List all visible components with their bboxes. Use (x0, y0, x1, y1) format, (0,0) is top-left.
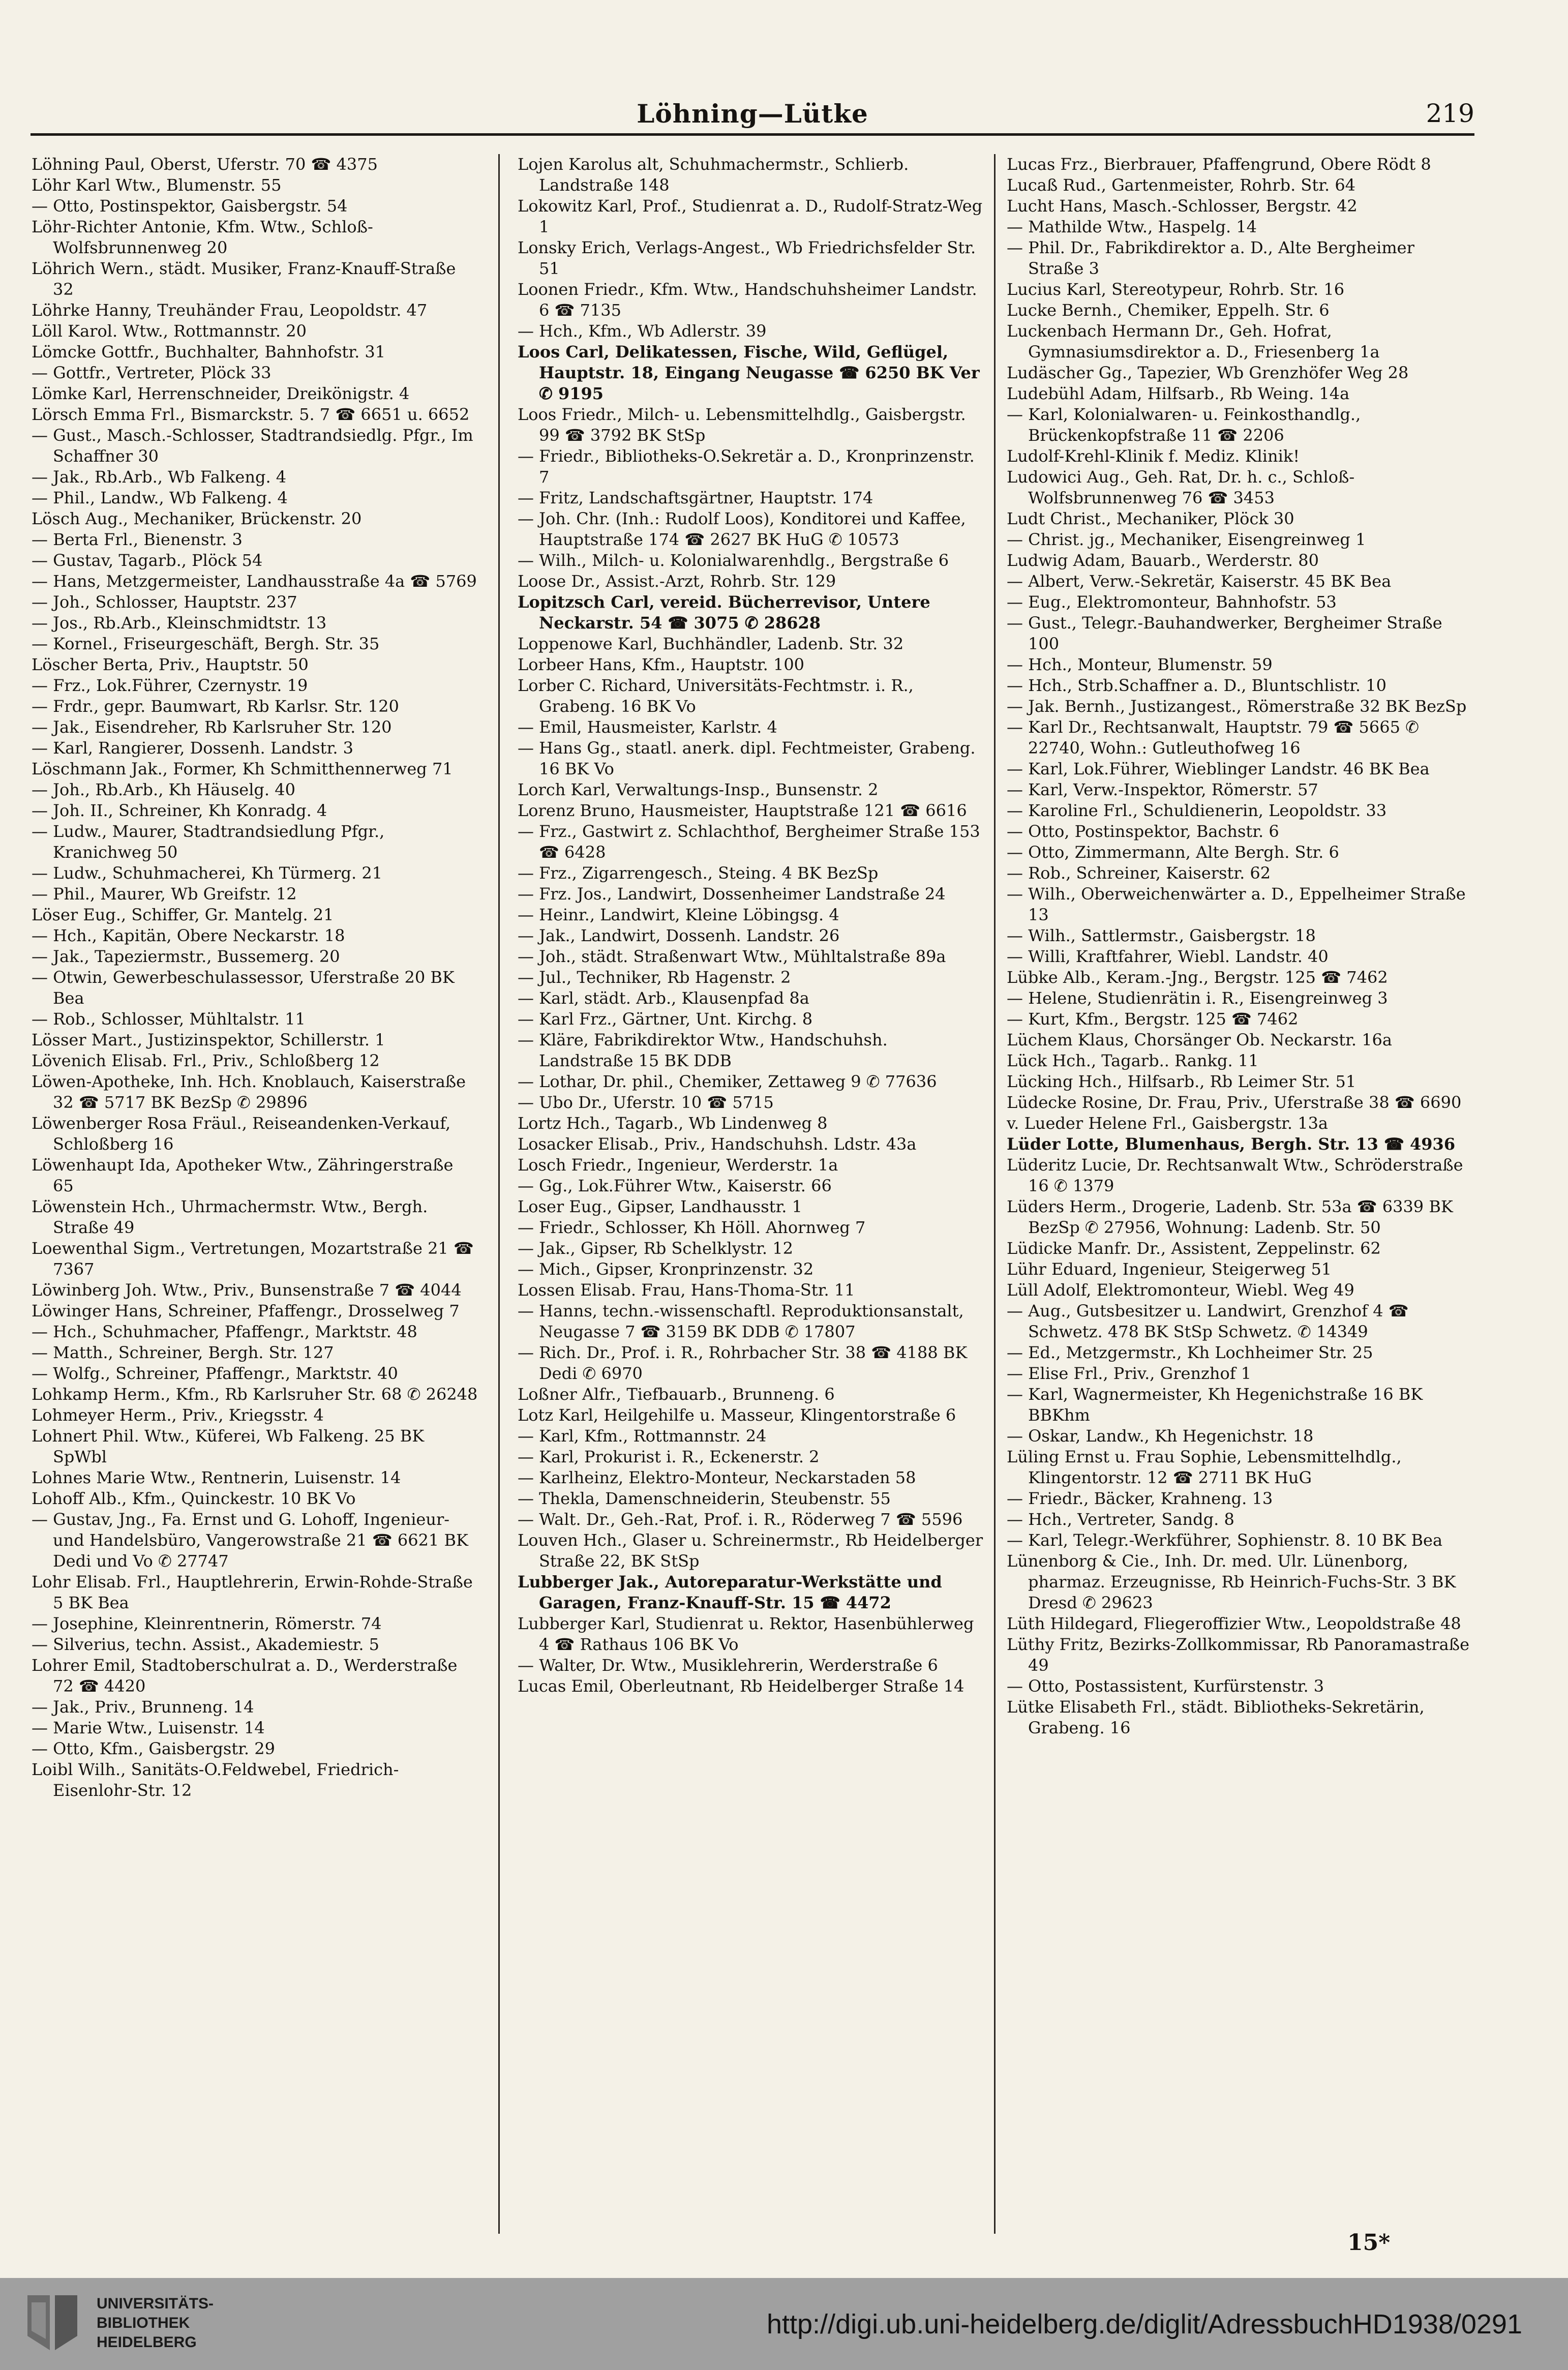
directory-entry: — Fritz, Landschaftsgärtner, Hauptstr. 174 (518, 488, 873, 507)
directory-entry: — Karl, Lok.Führer, Wieblinger Landstr. 46 BK Bea (1007, 759, 1430, 778)
directory-entry: — Phil., Maurer, Wb Greifstr. 12 (32, 884, 297, 904)
directory-entry: Loewenthal Sigm., Vertretungen, Mozartstraße 21 ☎ 7367 (32, 1239, 474, 1279)
page-header (31, 86, 1474, 137)
directory-entry: Löll Karol. Wtw., Rottmannstr. 20 (32, 321, 307, 341)
directory-entry: — Josephine, Kleinrentnerin, Römerstr. 74 (32, 1614, 382, 1633)
directory-entry: Lotz Karl, Heilgehilfe u. Masseur, Klingentorstraße 6 (518, 1405, 956, 1425)
directory-entry: Löwinberg Joh. Wtw., Priv., Bunsenstraße 7 ☎ 4044 (32, 1280, 462, 1300)
directory-entry: — Hans Gg., staatl. anerk. dipl. Fechtmeister, Grabeng. 16 BK Vo (518, 738, 976, 778)
directory-entry: Lorbeer Hans, Kfm., Hauptstr. 100 (518, 655, 805, 674)
directory-entry: — Walt. Dr., Geh.-Rat, Prof. i. R., Röderweg 7 ☎ 5596 (518, 1510, 963, 1529)
directory-entry: — Hch., Vertreter, Sandg. 8 (1007, 1510, 1234, 1529)
directory-entry: Lösch Aug., Mechaniker, Brückenstr. 20 (32, 509, 362, 528)
directory-entry: — Wilh., Milch- u. Kolonialwarenhdlg., Bergstraße 6 (518, 551, 949, 570)
directory-entry: — Karl, Kfm., Rottmannstr. 24 (518, 1426, 767, 1446)
directory-entry: — Otto, Zimmermann, Alte Bergh. Str. 6 (1007, 843, 1339, 862)
directory-entry: — Mathilde Wtw., Haspelg. 14 (1007, 217, 1257, 236)
directory-entry: — Oskar, Landw., Kh Hegenichstr. 18 (1007, 1426, 1314, 1446)
signature-mark: 15* (1347, 2230, 1391, 2256)
directory-entry: Lüthy Fritz, Bezirks-Zollkommissar, Rb Panoramastraße 49 (1007, 1635, 1469, 1675)
directory-entry: — Gust., Telegr.-Bauhandwerker, Bergheimer Straße 100 (1007, 613, 1442, 653)
directory-entry: Lojen Karolus alt, Schuhmachermstr., Schlierb. Landstraße 148 (518, 155, 909, 195)
directory-entry: — Hans, Metzgermeister, Landhausstraße 4a ☎ 5769 (32, 572, 477, 591)
directory-entry: — Frz. Jos., Landwirt, Dossenheimer Landstraße 24 (518, 884, 946, 904)
directory-entry: Lubberger Jak., Autoreparatur-Werkstätte und Garagen, Franz-Knauff-Str. 15 ☎ 4472 (518, 1572, 942, 1612)
directory-entry: — Joh. Chr. (Inh.: Rudolf Loos), Konditorei und Kaffee, Hauptstraße 174 ☎ 2627 BK HuG ✆ 10573 (518, 509, 966, 549)
directory-entry: Lüdecke Rosine, Dr. Frau, Priv., Uferstraße 38 ☎ 6690 (1007, 1093, 1462, 1112)
directory-entry: — Gottfr., Vertreter, Plöck 33 (32, 363, 272, 382)
directory-entry: — Willi, Kraftfahrer, Wiebl. Landstr. 40 (1007, 947, 1329, 966)
directory-entry: — Gg., Lok.Führer Wtw., Kaiserstr. 66 (518, 1176, 832, 1195)
directory-entry: — Frdr., gepr. Baumwart, Rb Karlsr. Str. 120 (32, 697, 399, 716)
directory-entry: Lüling Ernst u. Frau Sophie, Lebensmittelhdlg., Klingentorstr. 12 ☎ 2711 BK HuG (1007, 1447, 1402, 1487)
directory-entry: — Albert, Verw.-Sekretär, Kaiserstr. 45 BK Bea (1007, 572, 1392, 591)
directory-entry: Löwenhaupt Ida, Apotheker Wtw., Zähringerstraße 65 (32, 1155, 454, 1195)
directory-entry: v. Lueder Helene Frl., Gaisbergstr. 13a (1007, 1114, 1328, 1133)
directory-entry: — Jak., Priv., Brunneng. 14 (32, 1697, 254, 1717)
column-3 (1007, 154, 1474, 2218)
directory-entry: — Gustav, Jng., Fa. Ernst und G. Lohoff, Ingenieur- und Handelsbüro, Vangerowstraße 21 ☎ 6621 BK Dedi und Vo ✆ 27747 (32, 1510, 468, 1571)
directory-entry: Löwenberger Rosa Fräul., Reiseandenken-Verkauf, Schloßberg 16 (32, 1114, 451, 1154)
library-name (97, 2294, 214, 2352)
directory-entry: — Marie Wtw., Luisenstr. 14 (32, 1718, 265, 1737)
directory-entry: Lösser Mart., Justizinspektor, Schillerstr. 1 (32, 1030, 385, 1049)
directory-entry: — Jak., Landwirt, Dossenh. Landstr. 26 (518, 926, 840, 945)
directory-entry: Lohnert Phil. Wtw., Küferei, Wb Falkeng. 25 BK SpWbl (32, 1426, 425, 1466)
directory-entry: Lüth Hildegard, Fliegeroffizier Wtw., Leopoldstraße 48 (1007, 1614, 1461, 1633)
directory-entry: — Mich., Gipser, Kronprinzenstr. 32 (518, 1259, 814, 1279)
column-1 (32, 154, 479, 2218)
directory-entry: Löscher Berta, Priv., Hauptstr. 50 (32, 655, 309, 674)
directory-entry: Lüder Lotte, Blumenhaus, Bergh. Str. 13 ☎ 4936 (1007, 1134, 1456, 1154)
directory-entry: Ludäscher Gg., Tapezier, Wb Grenzhöfer Weg 28 (1007, 363, 1409, 382)
directory-entry: Lüders Herm., Drogerie, Ladenb. Str. 53a ☎ 6339 BK BezSp ✆ 27956, Wohnung: Ladenb. Str. 50 (1007, 1197, 1453, 1237)
directory-entry: Loibl Wilh., Sanitäts-O.Feldwebel, Friedrich-Eisenlohr-Str. 12 (32, 1760, 399, 1800)
directory-entry: — Karl, Rangierer, Dossenh. Landstr. 3 (32, 738, 354, 758)
directory-entry: — Hch., Kapitän, Obere Neckarstr. 18 (32, 926, 345, 945)
directory-entry: — Wilh., Sattlermstr., Gaisbergstr. 18 (1007, 926, 1316, 945)
directory-entry: — Elise Frl., Priv., Grenzhof 1 (1007, 1364, 1252, 1383)
running-head: Löhning—Lütke (637, 99, 868, 129)
directory-entry: — Jak., Eisendreher, Rb Karlsruher Str. 120 (32, 717, 392, 737)
directory-entry: — Karl, Prokurist i. R., Eckenerstr. 2 (518, 1447, 820, 1466)
directory-entry: — Jak., Gipser, Rb Schelklystr. 12 (518, 1239, 793, 1258)
directory-entry: — Ludw., Maurer, Stadtrandsiedlung Pfgr., Kranichweg 50 (32, 822, 385, 862)
directory-entry: Löser Eug., Schiffer, Gr. Mantelg. 21 (32, 905, 334, 924)
directory-entry: Löwen-Apotheke, Inh. Hch. Knoblauch, Kaiserstraße 32 ☎ 5717 BK BezSp ✆ 29896 (32, 1072, 466, 1112)
page-number: 219 (1426, 99, 1474, 128)
directory-entry: Löhrke Hanny, Treuhänder Frau, Leopoldstr. 47 (32, 301, 428, 320)
university-library-logo-icon (24, 2292, 80, 2353)
directory-entry: Lucius Karl, Stereotypeur, Rohrb. Str. 16 (1007, 280, 1345, 299)
directory-entry: Lörsch Emma Frl., Bismarckstr. 5. 7 ☎ 6651 u. 6652 (32, 405, 470, 424)
directory-entry: Ludt Christ., Mechaniker, Plöck 30 (1007, 509, 1294, 528)
directory-entry: — Joh., Rb.Arb., Kh Häuselg. 40 (32, 780, 295, 799)
directory-entry: — Karl, Verw.-Inspektor, Römerstr. 57 (1007, 780, 1318, 799)
directory-entry: — Gust., Masch.-Schlosser, Stadtrandsiedlg. Pfgr., Im Schaffner 30 (32, 426, 473, 466)
directory-entry: — Kläre, Fabrikdirektor Wtw., Handschuhsh. Landstraße 15 BK DDB (518, 1030, 888, 1070)
directory-entry: Lopitzsch Carl, vereid. Bücherrevisor, Untere Neckarstr. 54 ☎ 3075 ✆ 28628 (518, 592, 930, 633)
directory-entry: — Hch., Kfm., Wb Adlerstr. 39 (518, 321, 767, 341)
directory-entry: — Helene, Studienrätin i. R., Eisengreinweg 3 (1007, 988, 1388, 1008)
directory-entry: Lucas Emil, Oberleutnant, Rb Heidelberger Straße 14 (518, 1676, 964, 1696)
directory-entry: — Ubo Dr., Uferstr. 10 ☎ 5715 (518, 1093, 774, 1112)
directory-entry: — Friedr., Bibliotheks-O.Sekretär a. D., Kronprinzenstr. 7 (518, 446, 975, 487)
directory-entry: — Otwin, Gewerbeschulassessor, Uferstraße 20 BK Bea (32, 968, 455, 1008)
directory-entry: Lortz Hch., Tagarb., Wb Lindenweg 8 (518, 1114, 828, 1133)
directory-entry: Lokowitz Karl, Prof., Studienrat a. D., Rudolf-Stratz-Weg 1 (518, 196, 983, 236)
directory-entry: — Joh., Schlosser, Hauptstr. 237 (32, 592, 297, 612)
directory-entry: — Wilh., Oberweichenwärter a. D., Eppelheimer Straße 13 (1007, 884, 1466, 924)
directory-entry: Lohoff Alb., Kfm., Quinckestr. 10 BK Vo (32, 1489, 356, 1508)
directory-entry: — Matth., Schreiner, Bergh. Str. 127 (32, 1343, 334, 1362)
directory-entry: Lohrer Emil, Stadtoberschulrat a. D., Werderstraße 72 ☎ 4420 (32, 1656, 458, 1696)
directory-entry: — Phil. Dr., Fabrikdirektor a. D., Alte Bergheimer Straße 3 (1007, 238, 1414, 278)
directory-entry: — Karlheinz, Elektro-Monteur, Neckarstaden 58 (518, 1468, 916, 1487)
directory-entry: — Karl, Wagnermeister, Kh Hegenichstraße 16 BK BBKhm (1007, 1385, 1423, 1425)
directory-entry: Loppenowe Karl, Buchhändler, Ladenb. Str. 32 (518, 634, 904, 653)
library-name-line: UNIVERSITÄTS- (97, 2295, 214, 2312)
library-footer (0, 2278, 1568, 2370)
header-rule (31, 133, 1474, 136)
directory-entry: — Jak., Tapeziermstr., Bussemerg. 20 (32, 947, 340, 966)
directory-entry: — Karl, Kolonialwaren- u. Feinkosthandlg., Brückenkopfstraße 11 ☎ 2206 (1007, 405, 1361, 445)
directory-entry: — Silverius, techn. Assist., Akademiestr. 5 (32, 1635, 380, 1654)
directory-entry: — Heinr., Landwirt, Kleine Löbingsg. 4 (518, 905, 839, 924)
directory-entry: — Otto, Postassistent, Kurfürstenstr. 3 (1007, 1676, 1324, 1696)
directory-entry: — Wolfg., Schreiner, Pfaffengr., Marktstr. 40 (32, 1364, 398, 1383)
directory-entry: Ludwig Adam, Bauarb., Werderstr. 80 (1007, 551, 1319, 570)
directory-entry: — Frz., Zigarrengesch., Steing. 4 BK BezSp (518, 863, 879, 883)
directory-entry: — Hch., Strb.Schaffner a. D., Bluntschlistr. 10 (1007, 676, 1386, 695)
directory-entry: Lonsky Erich, Verlags-Angest., Wb Friedrichsfelder Str. 51 (518, 238, 976, 278)
directory-entry: Lühr Eduard, Ingenieur, Steigerweg 51 (1007, 1259, 1332, 1279)
directory-entry: — Friedr., Schlosser, Kh Höll. Ahornweg 7 (518, 1218, 866, 1237)
directory-entry: — Otto, Kfm., Gaisbergstr. 29 (32, 1739, 275, 1758)
directory-entry: — Walter, Dr. Wtw., Musiklehrerin, Werderstraße 6 (518, 1656, 938, 1675)
directory-entry: Loßner Alfr., Tiefbauarb., Brunneng. 6 (518, 1385, 835, 1404)
directory-entry: — Joh. II., Schreiner, Kh Konradg. 4 (32, 801, 327, 820)
library-name-line: HEIDELBERG (97, 2334, 197, 2351)
directory-entry: — Ed., Metzgermstr., Kh Lochheimer Str. 25 (1007, 1343, 1373, 1362)
directory-entry: — Karl Dr., Rechtsanwalt, Hauptstr. 79 ☎ 5665 ✆ 22740, Wohn.: Gutleuthofweg 16 (1007, 717, 1419, 758)
directory-entry: — Aug., Gutsbesitzer u. Landwirt, Grenzhof 4 ☎ Schwetz. 478 BK StSp Schwetz. ✆ 14349 (1007, 1301, 1409, 1341)
directory-entry: — Rob., Schlosser, Mühltalstr. 11 (32, 1009, 306, 1029)
directory-entry: — Joh., städt. Straßenwart Wtw., Mühltalstraße 89a (518, 947, 946, 966)
directory-entry: Ludolf-Krehl-Klinik f. Mediz. Klinik! (1007, 446, 1300, 466)
directory-entry: — Hch., Monteur, Blumenstr. 59 (1007, 655, 1273, 674)
directory-entry: — Karl, Telegr.-Werkführer, Sophienstr. 8. 10 BK Bea (1007, 1531, 1443, 1550)
directory-entry: Lüchem Klaus, Chorsänger Ob. Neckarstr. 16a (1007, 1030, 1392, 1049)
directory-entry: Loos Carl, Delikatessen, Fische, Wild, Geflügel, Hauptstr. 18, Eingang Neugasse ☎ 6250 BK Ver ✆ 9195 (518, 342, 980, 403)
library-name-line: BIBLIOTHEK (97, 2315, 190, 2331)
directory-entry: Löhr Karl Wtw., Blumenstr. 55 (32, 175, 282, 195)
directory-entry: Loos Friedr., Milch- u. Lebensmittelhdlg., Gaisbergstr. 99 ☎ 3792 BK StSp (518, 405, 966, 445)
directory-entry: Lüdicke Manfr. Dr., Assistent, Zeppelinstr. 62 (1007, 1239, 1381, 1258)
directory-entry: Loonen Friedr., Kfm. Wtw., Handschuhsheimer Landstr. 6 ☎ 7135 (518, 280, 977, 320)
column-2 (518, 154, 985, 2218)
directory-entry: Lütke Elisabeth Frl., städt. Bibliotheks-Sekretärin, Grabeng. 16 (1007, 1697, 1425, 1737)
directory-entry: Luckenbach Hermann Dr., Geh. Hofrat, Gymnasiumsdirektor a. D., Friesenberg 1a (1007, 321, 1380, 362)
directory-entry: — Eug., Elektromonteur, Bahnhofstr. 53 (1007, 592, 1337, 612)
directory-entry: Ludebühl Adam, Hilfsarb., Rb Weing. 14a (1007, 384, 1350, 403)
source-url[interactable]: http://digi.ub.uni-heidelberg.de/diglit/AdressbuchHD1938/0291 (766, 2309, 1522, 2339)
directory-entry: Lohkamp Herm., Kfm., Rb Karlsruher Str. 68 ✆ 26248 (32, 1385, 478, 1404)
directory-entry: — Ludw., Schuhmacherei, Kh Türmerg. 21 (32, 863, 383, 883)
directory-entry: Louven Hch., Glaser u. Schreinermstr., Rb Heidelberger Straße 22, BK StSp (518, 1531, 983, 1571)
directory-entry: Löschmann Jak., Former, Kh Schmitthennerweg 71 (32, 759, 453, 778)
directory-entry: — Jak. Bernh., Justizangest., Römerstraße 32 BK BezSp (1007, 697, 1467, 716)
directory-entry: Löhrich Wern., städt. Musiker, Franz-Knauff-Straße 32 (32, 259, 456, 299)
directory-entry: Löwinger Hans, Schreiner, Pfaffengr., Drosselweg 7 (32, 1301, 460, 1321)
directory-entry: — Frz., Lok.Führer, Czernystr. 19 (32, 676, 308, 695)
directory-entry: — Frz., Gastwirt z. Schlachthof, Bergheimer Straße 153 ☎ 6428 (518, 822, 980, 862)
directory-entry: — Karoline Frl., Schuldienerin, Leopoldstr. 33 (1007, 801, 1387, 820)
directory-entry: — Friedr., Bäcker, Krahneng. 13 (1007, 1489, 1273, 1508)
directory-entry: Loose Dr., Assist.-Arzt, Rohrb. Str. 129 (518, 572, 836, 591)
directory-entry: Lossen Elisab. Frau, Hans-Thoma-Str. 11 (518, 1280, 855, 1300)
directory-entry: Lübke Alb., Keram.-Jng., Bergstr. 125 ☎ 7462 (1007, 968, 1388, 987)
directory-entry: — Hanns, techn.-wissenschaftl. Reproduktionsanstalt, Neugasse 7 ☎ 3159 BK DDB ✆ 17807 (518, 1301, 964, 1341)
directory-entry: Lünenborg & Cie., Inh. Dr. med. Ulr. Lünenborg, pharmaz. Erzeugnisse, Rb Heinrich-Fuchs-Str. 3 BK Dresd ✆ 29623 (1007, 1551, 1456, 1612)
directory-entry: — Emil, Hausmeister, Karlstr. 4 (518, 717, 777, 737)
directory-entry: Lövenich Elisab. Frl., Priv., Schloßberg 12 (32, 1051, 380, 1070)
directory-entry: Lubberger Karl, Studienrat u. Rektor, Hasenbühlerweg 4 ☎ Rathaus 106 BK Vo (518, 1614, 974, 1654)
directory-entry: Lucke Bernh., Chemiker, Eppelh. Str. 6 (1007, 301, 1330, 320)
directory-entry: Lücking Hch., Hilfsarb., Rb Leimer Str. 51 (1007, 1072, 1356, 1091)
directory-entry: Losacker Elisab., Priv., Handschuhsh. Ldstr. 43a (518, 1134, 917, 1154)
directory-entry: Lucht Hans, Masch.-Schlosser, Bergstr. 42 (1007, 196, 1358, 216)
directory-entry: Lucas Frz., Bierbrauer, Pfaffengrund, Obere Rödt 8 (1007, 155, 1431, 174)
directory-entry: — Jos., Rb.Arb., Kleinschmidtstr. 13 (32, 613, 327, 633)
directory-entry: Lorch Karl, Verwaltungs-Insp., Bunsenstr. 2 (518, 780, 879, 799)
directory-entry: Ludowici Aug., Geh. Rat, Dr. h. c., Schloß-Wolfsbrunnenweg 76 ☎ 3453 (1007, 467, 1355, 507)
directory-entry: Losch Friedr., Ingenieur, Werderstr. 1a (518, 1155, 838, 1175)
directory-entry: — Berta Frl., Bienenstr. 3 (32, 530, 243, 549)
directory-entry: — Jak., Rb.Arb., Wb Falkeng. 4 (32, 467, 287, 487)
directory-entry: Lömcke Gottfr., Buchhalter, Bahnhofstr. 31 (32, 342, 386, 362)
directory-entry: — Gustav, Tagarb., Plöck 54 (32, 551, 263, 570)
directory-entry: — Phil., Landw., Wb Falkeng. 4 (32, 488, 288, 507)
directory-entry: Lohnes Marie Wtw., Rentnerin, Luisenstr. 14 (32, 1468, 401, 1487)
directory-entry: — Kornel., Friseurgeschäft, Bergh. Str. 35 (32, 634, 380, 653)
directory-entry: — Thekla, Damenschneiderin, Steubenstr. 55 (518, 1489, 891, 1508)
directory-entry: Loser Eug., Gipser, Landhausstr. 1 (518, 1197, 802, 1216)
directory-entry: Lorber C. Richard, Universitäts-Fechtmstr. i. R., Grabeng. 16 BK Vo (518, 676, 914, 716)
directory-entry: Löhr-Richter Antonie, Kfm. Wtw., Schloß-Wolfsbrunnenweg 20 (32, 217, 373, 257)
column-divider (498, 154, 500, 2234)
directory-entry: Lück Hch., Tagarb.. Rankg. 11 (1007, 1051, 1259, 1070)
directory-entry: Lohmeyer Herm., Priv., Kriegsstr. 4 (32, 1405, 324, 1425)
directory-entry: Lömke Karl, Herrenschneider, Dreikönigstr. 4 (32, 384, 410, 403)
directory-entry: Lüderitz Lucie, Dr. Rechtsanwalt Wtw., Schröderstraße 16 ✆ 1379 (1007, 1155, 1463, 1195)
directory-entry: — Hch., Schuhmacher, Pfaffengr., Marktstr. 48 (32, 1322, 417, 1341)
directory-entry: — Christ. jg., Mechaniker, Eisengreinweg 1 (1007, 530, 1366, 549)
directory-entry: — Rob., Schreiner, Kaiserstr. 62 (1007, 863, 1271, 883)
directory-entry: — Otto, Postinspektor, Gaisbergstr. 54 (32, 196, 348, 216)
directory-entry: Löhning Paul, Oberst, Uferstr. 70 ☎ 4375 (32, 155, 378, 174)
directory-entry: — Rich. Dr., Prof. i. R., Rohrbacher Str. 38 ☎ 4188 BK Dedi ✆ 6970 (518, 1343, 968, 1383)
directory-entry: — Otto, Postinspektor, Bachstr. 6 (1007, 822, 1279, 841)
directory-entry: Löwenstein Hch., Uhrmachermstr. Wtw., Bergh. Straße 49 (32, 1197, 428, 1237)
directory-entry: — Karl Frz., Gärtner, Unt. Kirchg. 8 (518, 1009, 813, 1029)
directory-entry: — Karl, städt. Arb., Klausenpfad 8a (518, 988, 809, 1008)
directory-entry: — Kurt, Kfm., Bergstr. 125 ☎ 7462 (1007, 1009, 1299, 1029)
directory-entry: — Jul., Techniker, Rb Hagenstr. 2 (518, 968, 791, 987)
directory-entry: Lohr Elisab. Frl., Hauptlehrerin, Erwin-Rohde-Straße 5 BK Bea (32, 1572, 473, 1612)
column-divider (994, 154, 996, 2234)
directory-entry: Lorenz Bruno, Hausmeister, Hauptstraße 121 ☎ 6616 (518, 801, 967, 820)
directory-entry: Lucaß Rud., Gartenmeister, Rohrb. Str. 64 (1007, 175, 1356, 195)
directory-entry: — Lothar, Dr. phil., Chemiker, Zettaweg 9 ✆ 77636 (518, 1072, 937, 1091)
directory-entry: Lüll Adolf, Elektromonteur, Wiebl. Weg 49 (1007, 1280, 1354, 1300)
